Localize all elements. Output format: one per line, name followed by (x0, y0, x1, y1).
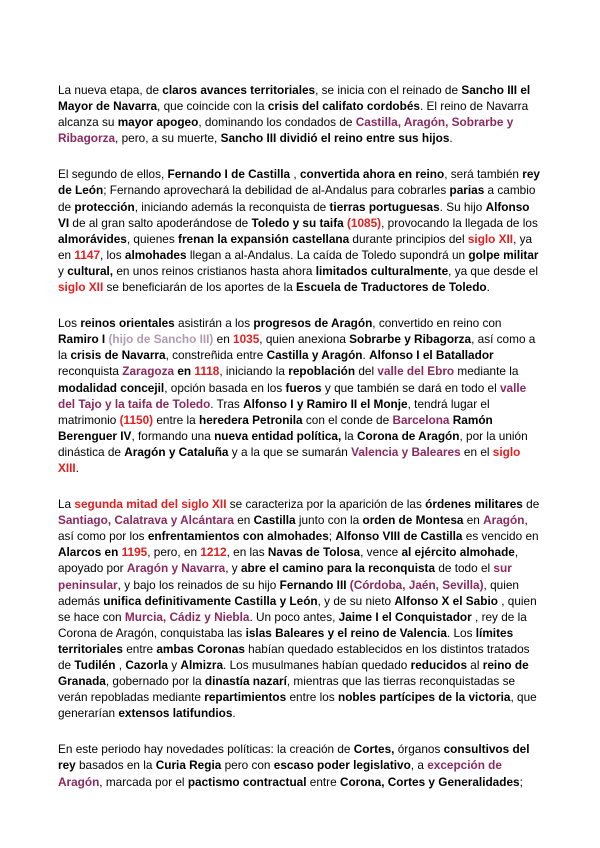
text-run: , iniciando la (219, 364, 289, 379)
text-run: Castilla y Aragón (266, 348, 363, 363)
text-run: cultural, (67, 263, 114, 278)
text-run: , (290, 167, 300, 182)
text-run: siglo XIII (58, 444, 521, 475)
text-run: frenan la expansión castellana (178, 231, 350, 246)
text-run: , quien anexiona (259, 332, 350, 347)
text-run: Barcelona (392, 412, 450, 427)
text-run: parias (449, 183, 485, 198)
text-run: . Un poco antes, (249, 609, 339, 624)
text-run: Jaime I el Conquistador (338, 609, 472, 624)
text-run: Navas de Tolosa (267, 545, 361, 560)
text-run: llegan a al-Andalus. La caída de Toledo supondrá un (186, 247, 469, 262)
text-run: islas Baleares y el reino de Valencia (245, 625, 447, 640)
text-run: Alfonso VIII de Castilla (335, 529, 463, 544)
text-run: , ya en (58, 231, 533, 262)
text-run: , rey de la Corona de Aragón, conquistaba las (58, 609, 527, 640)
text-run: (hijo de Sancho III) (108, 332, 214, 347)
text-run: en unos reinos cristianos hasta ahora (113, 263, 316, 278)
text-run: , y bajo los reinados de su hijo (117, 577, 280, 592)
text-run: , los (100, 247, 125, 262)
text-run: de (522, 497, 540, 512)
text-run: , dominando los condados de (198, 115, 356, 130)
text-run: durante principios del (349, 231, 468, 246)
text-run: convertida ahora en reino (299, 167, 445, 182)
text-run: almohades (124, 247, 187, 262)
text-run: entre los (286, 690, 339, 705)
text-run: escaso poder legislativo (273, 758, 411, 773)
text-run: Alfonso I el Batallador (369, 348, 494, 363)
text-run: habían quedado establecidos en los distintos tratados de (58, 641, 530, 672)
text-run: y que también se dará en todo el (321, 380, 500, 395)
text-run: , apoyado por (58, 545, 519, 576)
paragraph (58, 315, 542, 476)
text-run: segunda mitad del siglo XII (74, 497, 227, 512)
text-run: 1195 (121, 545, 148, 560)
text-run: , así como a la (58, 332, 536, 363)
text-run: en (233, 513, 254, 528)
text-run: Ramón Berenguer IV (58, 412, 493, 443)
text-run: Santiago, Calatrava y Alcántara (58, 513, 234, 528)
text-run: , vence (360, 545, 402, 560)
text-run: sur peninsular (58, 561, 512, 592)
text-run: con el conde de (302, 412, 393, 427)
text-run: tierras portuguesas (329, 199, 440, 214)
text-run: . (449, 131, 453, 146)
text-run: Corona de Aragón (357, 428, 460, 443)
text-run: reino de Granada (58, 658, 529, 689)
text-run: Castilla, Aragón, Sobrarbe y Ribagorza (58, 115, 514, 146)
text-run: , que coincide con la (157, 99, 268, 114)
text-run: se caracteriza por la aparición de las (226, 497, 426, 512)
text-run: Ramiro I (58, 332, 106, 347)
paragraph (58, 496, 542, 721)
text-run: Corona, Cortes y Generalidades (339, 774, 520, 789)
text-run: . (362, 348, 370, 363)
text-run: , tendrá lugar el matrimonio (58, 396, 490, 427)
text-run: El segundo de ellos, (58, 167, 168, 182)
text-run: . Los musulmanes habían quedado (223, 658, 411, 672)
text-run: . Tras (210, 396, 244, 411)
text-run: , convertido en reino con (372, 316, 502, 331)
text-run: progresos de Aragón (253, 316, 373, 331)
text-run: , en las (226, 545, 268, 560)
text-run: La (58, 497, 75, 512)
text-run: órdenes militares (425, 497, 523, 512)
text-run: es vencido en (462, 529, 539, 544)
text-run: La nueva etapa, de (58, 83, 163, 97)
text-run: limitados culturalmente (315, 263, 449, 278)
text-run: , así como por los (58, 513, 528, 544)
text-run: , gobernado por la (105, 674, 205, 689)
text-run: pactismo contractual (187, 774, 307, 789)
text-run: nueva entidad política, (214, 428, 342, 443)
text-run: del (355, 364, 378, 379)
text-run: y (167, 658, 181, 672)
text-run: . (232, 706, 236, 721)
text-run: Fernando I de Castilla (167, 167, 291, 182)
text-run: en el (460, 444, 493, 459)
text-run: . Los (446, 625, 476, 640)
text-run: . (486, 280, 490, 295)
text-run: mayor apogeo (117, 115, 199, 130)
text-run: Cazorla (125, 658, 168, 672)
text-run: ; (519, 774, 523, 789)
text-run: , a (410, 758, 428, 773)
text-run: crisis del califato cordobés (267, 99, 420, 114)
text-run: golpe militar (468, 247, 539, 262)
text-run: enfrentamientos con almohades (147, 529, 329, 544)
text-run: En este periodo hay novedades políticas: la creación de (58, 742, 354, 757)
text-run: , constreñida entre (165, 348, 267, 363)
text-run: extensos latifundios (118, 706, 233, 721)
text-run: y (58, 263, 68, 278)
text-run: Aragón y Cataluña (124, 444, 229, 459)
text-run: (Córdoba, Jaén, Sevilla) (349, 577, 484, 592)
text-run: al (467, 658, 483, 672)
text-run: , será también (444, 167, 523, 182)
text-run: , marcada por el (99, 774, 188, 789)
text-run: Alarcos en (58, 545, 119, 560)
text-run: a cambio de (58, 183, 536, 214)
text-run: basados en la (75, 758, 156, 773)
text-run: , se inicia con el reinado de (315, 83, 462, 97)
text-run: 1212 (200, 545, 227, 560)
text-run: 1118 (194, 364, 220, 379)
text-run: Sancho III dividió el reino entre sus hijos (220, 131, 450, 146)
text-run: Murcia, Cádiz y Niebla (124, 609, 250, 624)
text-run: dinastía nazarí (204, 674, 287, 689)
text-run: , quienes (126, 231, 179, 246)
text-run: entre la (153, 412, 199, 427)
text-run: Alfonso X el Sabio (394, 593, 498, 608)
text-run: , formando una (131, 428, 215, 443)
text-run: ambas Coronas (156, 641, 245, 656)
text-run: y a la que se sumarán (228, 444, 352, 459)
paragraph (58, 166, 542, 295)
text-run: entre (306, 774, 340, 789)
text-run: Castilla (253, 513, 296, 528)
text-run: excepción de Aragón (58, 758, 502, 789)
text-run: 1147 (74, 247, 100, 262)
text-run: crisis de Navarra (70, 348, 166, 363)
text-run: siglo XII (58, 280, 104, 295)
text-run: reconquista (58, 364, 123, 379)
text-run: Aragón y Navarra (126, 561, 226, 576)
text-run: Cortes, (353, 742, 395, 757)
text-run: , quien además (58, 577, 519, 608)
text-run: repoblación (288, 364, 356, 379)
text-run: Sobrarbe y Ribagorza (349, 332, 472, 347)
text-run: Escuela de Traductores de Toledo (296, 280, 487, 295)
text-run: órganos (394, 742, 444, 757)
text-run: Los (58, 316, 81, 331)
text-run: valle del Ebro (377, 364, 455, 379)
text-run: Tudilén (74, 658, 116, 672)
text-run: nobles partícipes de la victoria (338, 690, 511, 705)
text-run: , y de su nieto (317, 593, 395, 608)
text-run: , que generarían (58, 690, 537, 721)
text-run: repartimientos (204, 690, 287, 705)
text-run: reinos orientales (80, 316, 175, 331)
text-run: ; (328, 529, 336, 544)
text-run: al ejército almohade (401, 545, 515, 560)
document-page (58, 82, 542, 810)
text-run: , provocando la llegada de los (381, 215, 538, 230)
text-run: . (75, 460, 79, 475)
text-run: (1150) (119, 412, 154, 427)
text-run: Almizra (180, 658, 224, 672)
text-run: Aragón (483, 513, 525, 528)
text-run: fueros (285, 380, 322, 395)
text-run: en (213, 332, 234, 347)
text-run: en (177, 364, 192, 379)
text-run: abre el camino para la reconquista (240, 561, 436, 576)
text-run: claros avances territoriales (162, 83, 316, 97)
text-run: , pero, en (147, 545, 201, 560)
text-run: asistirán a los (174, 316, 254, 331)
paragraph (58, 741, 542, 789)
text-run: unifica definitivamente Castilla y León (103, 593, 318, 608)
text-run: de al gran salto apoderándose de (69, 215, 252, 230)
text-run: , y (225, 561, 241, 576)
text-run: junto con la (295, 513, 363, 528)
text-run: consultivos del rey (58, 742, 530, 773)
text-run: Sancho III el Mayor de Navarra (58, 83, 531, 114)
text-run: reducidos (410, 658, 468, 672)
text-run: Alfonso VI (58, 199, 530, 230)
text-run: modalidad concejil (58, 380, 165, 395)
text-run: Zaragoza (122, 364, 175, 379)
text-run: , quien se hace con (58, 593, 537, 624)
paragraph (58, 82, 542, 146)
text-run: , opción basada en los (164, 380, 286, 395)
text-run: Alfonso I y Ramiro II el Monje (243, 396, 408, 411)
text-run: Fernando III (279, 577, 347, 592)
text-run: rey de León (58, 167, 540, 198)
text-run: , pero, a su muerte, (115, 131, 221, 146)
text-run: , iniciando además la reconquista de (134, 199, 330, 214)
text-run: en (463, 513, 484, 528)
text-run: siglo XII (467, 231, 514, 246)
text-run: límites territoriales (58, 625, 514, 656)
text-run: Curia Regia (155, 758, 222, 773)
text-run: Valencia y Baleares (351, 444, 461, 459)
text-run: . El reino de Navarra alcanza su (58, 99, 529, 130)
text-run: . Su hijo (439, 199, 486, 214)
text-run: , (115, 658, 126, 672)
text-run: , ya que desde el (448, 263, 538, 278)
text-run: de todo el (435, 561, 494, 576)
text-run: mediante la (454, 364, 519, 379)
text-run: (1085) (347, 215, 382, 230)
text-run: almorávides (58, 231, 127, 246)
text-run: , por la unión dinástica de (58, 428, 528, 459)
text-run: 1035 (233, 332, 260, 347)
text-run: heredera Petronila (198, 412, 303, 427)
text-run: entre (122, 641, 157, 656)
text-run: orden de Montesa (362, 513, 464, 528)
text-run: ; Fernando aprovechará la debilidad de al-Andalus para cobrarles (103, 183, 450, 198)
text-run: pero con (221, 758, 274, 773)
text-run: valle del Tajo y la taifa de Toledo (58, 380, 527, 411)
text-run: la (341, 428, 357, 443)
text-run: , mientras que las tierras reconquistadas se verán repobladas mediante (58, 674, 516, 705)
text-run: protección (74, 199, 135, 214)
text-run: Toledo y su taifa (251, 215, 344, 230)
text-run: se beneficiarán de los aportes de la (103, 280, 297, 295)
